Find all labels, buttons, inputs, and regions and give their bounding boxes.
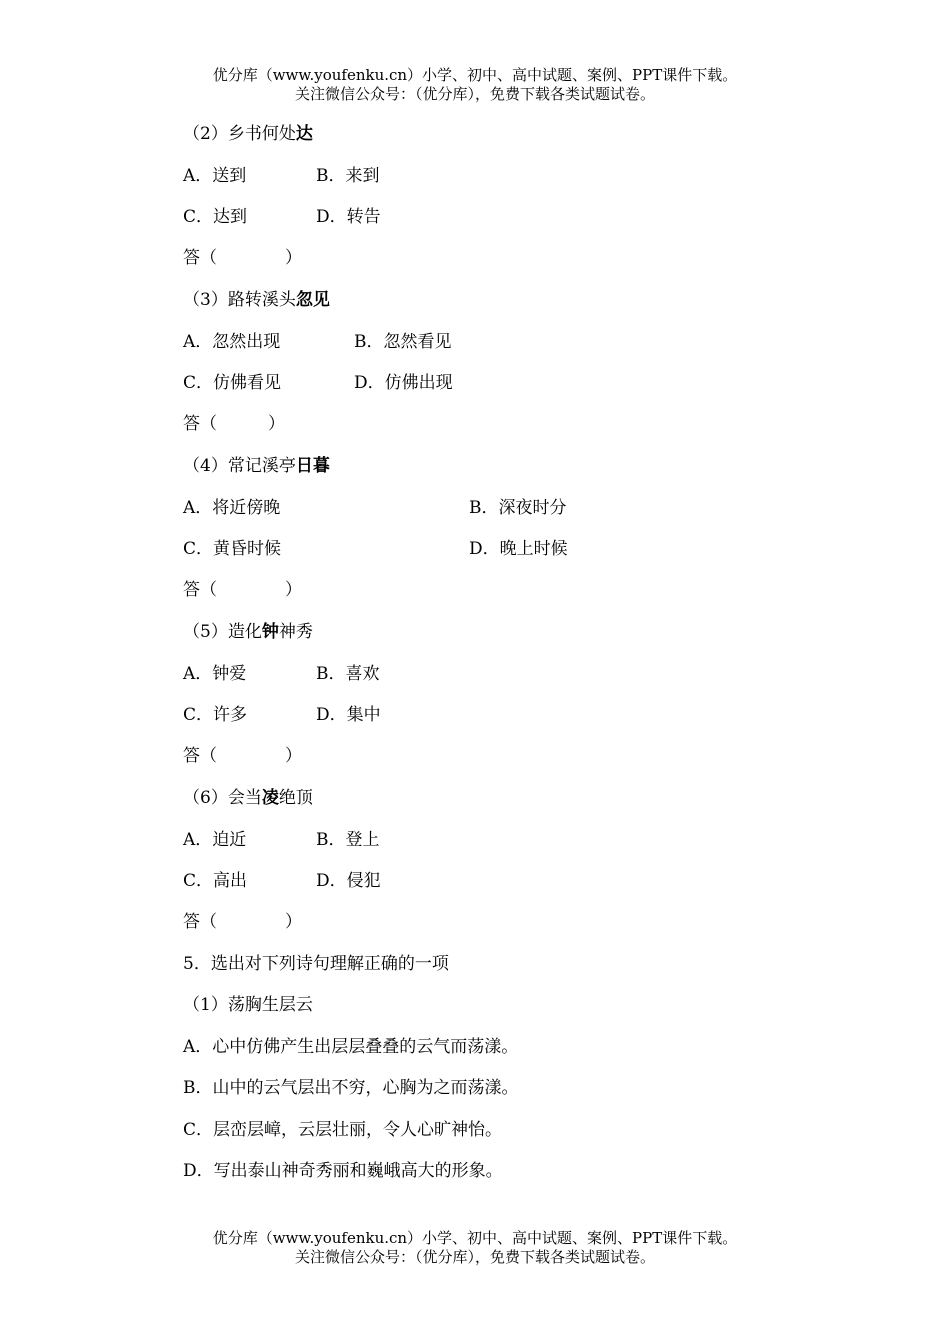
question-3-stem: （3）路转溪头忽见: [183, 290, 330, 310]
footer-line-1: 优分库（www.youfenku.cn）小学、初中、高中试题、案例、PPT课件下载。: [212, 1229, 738, 1247]
question-2-stem: （2）乡书何处达: [183, 124, 313, 144]
question-6-option-b: B．登上: [316, 830, 380, 850]
question-6-answer: 答（ ）: [183, 912, 302, 932]
question-4-answer: 答（ ）: [183, 580, 302, 600]
page-header: [0, 66, 950, 104]
question-2-option-b: B．来到: [316, 166, 380, 186]
question-6-option-c: C．高出: [183, 871, 248, 891]
question-6-stem: （6）会当凌绝顶: [183, 788, 313, 808]
q5-subquestion: （1）荡胸生层云: [183, 995, 313, 1015]
question-5-option-b: B．喜欢: [316, 664, 380, 684]
question-2-option-a: A．送到: [183, 166, 247, 186]
question-4-option-d: D．晚上时候: [469, 539, 568, 559]
question-3-option-a: A．忽然出现: [183, 332, 281, 352]
question-5-option-c: C．许多: [183, 705, 248, 725]
question-4-stem: （4）常记溪亭日暮: [183, 456, 330, 476]
question-4-option-a: A．将近傍晚: [183, 498, 281, 518]
question-2-option-d: D．转告: [316, 207, 381, 227]
header-line-1: 优分库（www.youfenku.cn）小学、初中、高中试题、案例、PPT课件下载。: [212, 66, 738, 84]
question-3-option-b: B．忽然看见: [354, 332, 452, 352]
question-3-option-c: C．仿佛看见: [183, 373, 282, 393]
question-4-option-b: B．深夜时分: [469, 498, 567, 518]
question-3-answer: 答（ ）: [183, 414, 285, 434]
question-5-option-a: A．钟爱: [183, 664, 247, 684]
page-footer: [0, 1229, 950, 1267]
footer-line-2: 关注微信公众号：（优分库），免费下载各类试题试卷。: [294, 1248, 655, 1266]
question-6-option-a: A．迫近: [183, 830, 247, 850]
q5-option-a: A．心中仿佛产生出层层叠叠的云气而荡漾。: [183, 1037, 519, 1057]
question-4-option-c: C．黄昏时候: [183, 539, 282, 559]
q5-option-d: D．写出泰山神奇秀丽和巍峨高大的形象。: [183, 1161, 503, 1181]
question-5-answer: 答（ ）: [183, 746, 302, 766]
question-6-option-d: D．侵犯: [316, 871, 381, 891]
question-2-answer: 答（ ）: [183, 248, 302, 268]
q5-option-b: B．山中的云气层出不穷，心胸为之而荡漾。: [183, 1078, 519, 1098]
header-line-2: 关注微信公众号：（优分库），免费下载各类试题试卷。: [294, 85, 655, 103]
question-5-option-d: D．集中: [316, 705, 381, 725]
question-5-stem: （5）造化钟神秀: [183, 622, 313, 642]
question-3-option-d: D．仿佛出现: [354, 373, 453, 393]
q5-title: 5．选出对下列诗句理解正确的一项: [183, 954, 449, 974]
q5-option-c: C．层峦层嶂，云层壮丽，令人心旷神怡。: [183, 1120, 503, 1140]
question-2-option-c: C．达到: [183, 207, 248, 227]
